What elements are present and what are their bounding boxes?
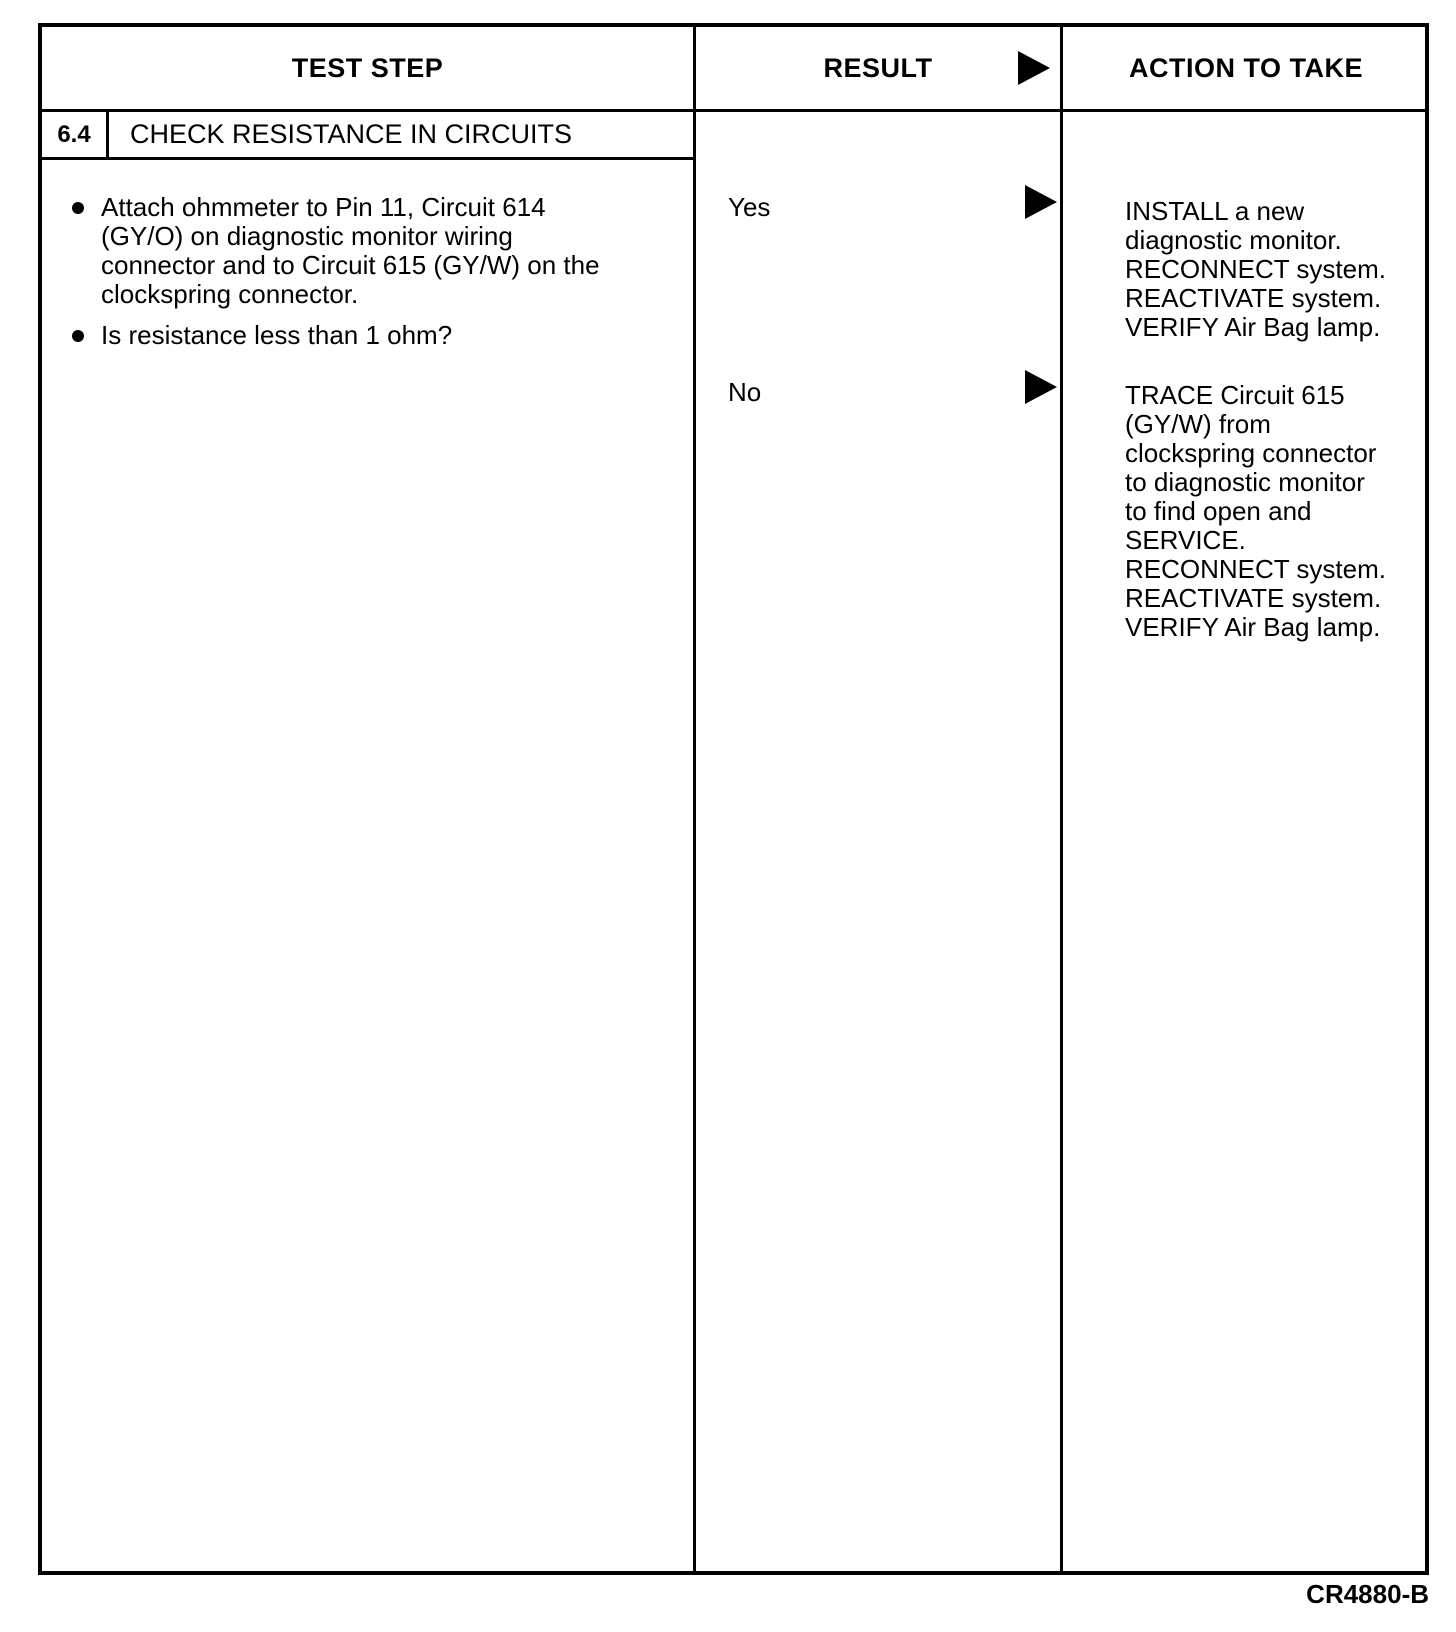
result-yes: Yes xyxy=(728,192,771,222)
action-line: VERIFY Air Bag lamp. xyxy=(1125,612,1381,642)
column-divider xyxy=(693,27,696,1571)
action-line: TRACE Circuit 615 xyxy=(1125,380,1345,410)
action-line: to find open and xyxy=(1125,496,1312,526)
header-row xyxy=(42,27,1425,112)
action-line: SERVICE. xyxy=(1125,525,1246,555)
header-arrow-icon xyxy=(1018,51,1050,85)
bullet-icon xyxy=(72,202,84,214)
action-line: to diagnostic monitor xyxy=(1125,467,1365,497)
step-heading xyxy=(42,112,693,160)
action-line: (GY/W) from xyxy=(1125,409,1271,439)
action-line: INSTALL a new xyxy=(1125,196,1305,226)
action-no xyxy=(1125,381,1425,642)
action-line: RECONNECT system. xyxy=(1125,254,1386,284)
diagnostic-table xyxy=(38,23,1429,1575)
step-instructions xyxy=(70,193,630,362)
column-divider xyxy=(1060,27,1063,1571)
header-result: RESULT xyxy=(823,52,933,83)
bullet-icon xyxy=(72,330,84,342)
list-item xyxy=(70,321,630,350)
result-no-arrow-icon xyxy=(1025,370,1057,404)
action-line: clockspring connector xyxy=(1125,438,1377,468)
figure-code: CR4880-B xyxy=(1306,1579,1429,1609)
instruction-text: Attach ohmmeter to Pin 11, Circuit 614 (GY/O) on diagnostic monitor wiring connector and to Circuit 615 (GY/W) on the clockspring connector. xyxy=(101,192,600,309)
header-action: ACTION TO TAKE xyxy=(1129,52,1363,83)
list-item xyxy=(70,193,630,309)
result-no: No xyxy=(728,377,762,407)
action-line: RECONNECT system. xyxy=(1125,554,1386,584)
action-line: REACTIVATE system. xyxy=(1125,283,1382,313)
header-test-step: TEST STEP xyxy=(291,52,444,83)
step-number: 6.4 xyxy=(42,112,109,157)
action-line: VERIFY Air Bag lamp. xyxy=(1125,312,1381,342)
action-yes xyxy=(1125,197,1425,342)
step-title: CHECK RESISTANCE IN CIRCUITS xyxy=(130,119,573,149)
instruction-text: Is resistance less than 1 ohm? xyxy=(101,320,453,350)
result-yes-arrow-icon xyxy=(1025,185,1057,219)
action-line: REACTIVATE system. xyxy=(1125,583,1382,613)
action-line: diagnostic monitor. xyxy=(1125,225,1342,255)
